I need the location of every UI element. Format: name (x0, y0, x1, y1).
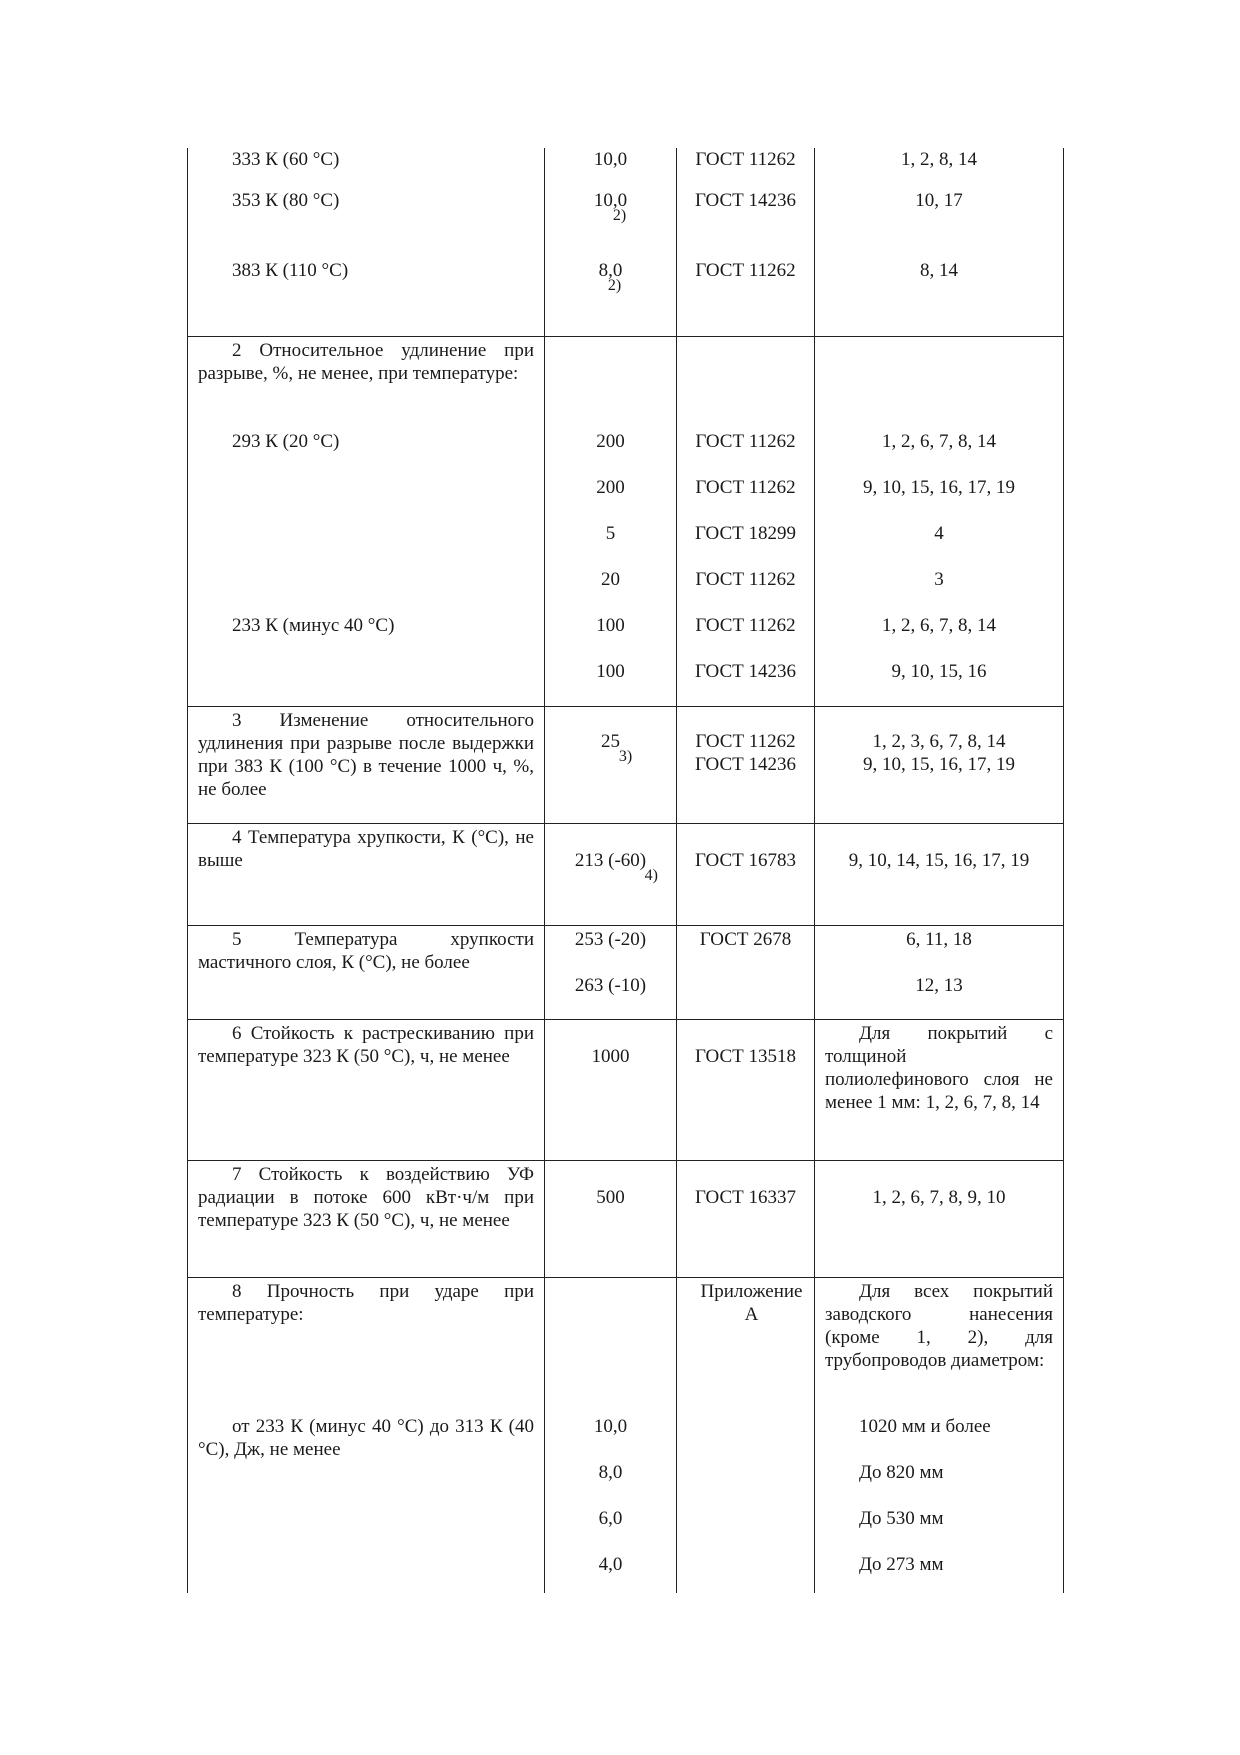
method-cell: ГОСТ 11262 (677, 259, 815, 337)
table-row (188, 522, 1064, 568)
value-line: 263 (-10) (574, 975, 647, 996)
temperature-label: 233 К (минус 40 °С) (232, 615, 395, 636)
value-text: 10,0 (593, 190, 628, 211)
value-cell: 10,0 (545, 1415, 677, 1461)
method-cell: ГОСТ 14236 (677, 189, 815, 259)
table-row (188, 1415, 1064, 1461)
footnote-marker: 2) (612, 207, 627, 224)
footnote-marker: 3) (618, 748, 633, 765)
requirement-title: 5 Температура хрупкости мастичного слоя, К (°С), не более (198, 929, 534, 973)
design-cell: 4 (815, 522, 1064, 568)
method-cell: ГОСТ 11262 (677, 148, 815, 189)
value-cell: 20 (545, 568, 677, 614)
diameter-text: До 273 мм (859, 1554, 944, 1575)
method-cell: ГОСТ 13518 (677, 1020, 815, 1161)
requirement-title: 2 Относительное удлинение при разрыве, %, не менее, при температуре: (198, 340, 534, 384)
table-row (188, 568, 1064, 614)
value-cell: 1000 (545, 1020, 677, 1161)
design-cell (815, 926, 1064, 1020)
design-cell: 3 (815, 568, 1064, 614)
table-row (188, 1020, 1064, 1161)
footnote-marker: 4) (644, 867, 658, 884)
value-cell (545, 926, 677, 1020)
design-cell: 9, 10, 15, 16 (815, 660, 1064, 707)
design-text: Для покрытий с толщиной полиолефинового слоя не менее 1 мм: 1, 2, 6, 7, 8, 14 (825, 1023, 1053, 1113)
design-text: Для всех покрытий заводского нанесения (кроме 1, 2), для трубопроводов диаметром: (825, 1281, 1053, 1371)
design-cell: 8, 14 (815, 259, 1064, 337)
method-cell: ГОСТ 16337 (677, 1161, 815, 1278)
value-cell: 100 (545, 660, 677, 707)
requirement-title: 6 Стойкость к растрескиванию при температуре 323 К (50 °С), ч, не менее (198, 1023, 534, 1067)
method-cell: ГОСТ 11262 (677, 430, 815, 476)
diameter-cell (815, 1553, 1064, 1593)
method-cell (677, 707, 815, 824)
value-text: 213 (-60) (574, 850, 647, 871)
design-cell: 1, 2, 6, 7, 8, 14 (815, 614, 1064, 660)
diameter-cell (815, 1461, 1064, 1507)
temperature-label: 383 К (110 °С) (232, 260, 349, 281)
requirement-subtitle: от 233 К (минус 40 °С) до 313 К (40 °С), Дж, не менее (198, 1416, 534, 1460)
value-cell: 4,0 (545, 1553, 677, 1593)
table-row (188, 926, 1064, 1020)
method-cell: ГОСТ 2678 (677, 926, 815, 1020)
table-row (188, 148, 1064, 189)
design-cell: 1, 2, 6, 7, 8, 14 (815, 430, 1064, 476)
table-row (188, 824, 1064, 926)
method-cell: ГОСТ 11262 (677, 476, 815, 522)
design-line: 9, 10, 15, 16, 17, 19 (863, 754, 1015, 775)
design-line: 12, 13 (915, 975, 963, 996)
table-row (188, 660, 1064, 707)
value-cell (545, 189, 677, 259)
design-cell (815, 707, 1064, 824)
value-cell (545, 824, 677, 926)
table-row (188, 430, 1064, 476)
design-cell (815, 1278, 1064, 1416)
table-row (188, 259, 1064, 337)
value-line: 253 (-20) (574, 929, 647, 950)
method-cell: ГОСТ 16783 (677, 824, 815, 926)
design-cell: 9, 10, 15, 16, 17, 19 (815, 476, 1064, 522)
method-cell: ГОСТ 11262 (677, 568, 815, 614)
value-cell: 200 (545, 476, 677, 522)
table-row (188, 189, 1064, 259)
value-cell (545, 707, 677, 824)
value-cell: 5 (545, 522, 677, 568)
design-cell: 1, 2, 6, 7, 8, 9, 10 (815, 1161, 1064, 1278)
table-row (188, 337, 1064, 431)
diameter-cell (815, 1415, 1064, 1461)
value-cell: 500 (545, 1161, 677, 1278)
diameter-cell (815, 1507, 1064, 1553)
method-line: ГОСТ 11262 (695, 731, 796, 752)
design-cell (815, 1020, 1064, 1161)
design-cell: 1, 2, 8, 14 (815, 148, 1064, 189)
diameter-text: До 820 мм (859, 1462, 944, 1483)
value-cell: 6,0 (545, 1507, 677, 1553)
value-cell (545, 259, 677, 337)
value-cell: 10,0 (545, 148, 677, 189)
table-row (188, 476, 1064, 522)
requirement-title: 8 Прочность при ударе при температуре: (198, 1281, 534, 1325)
method-cell: ГОСТ 11262 (677, 614, 815, 660)
value-text: 8,0 (598, 260, 623, 281)
temperature-label: 293 К (20 °С) (232, 431, 340, 452)
design-line: 6, 11, 18 (906, 929, 972, 950)
requirement-title: 4 Температура хрупкости, К (°С), не выше (198, 827, 534, 871)
method-cell: ГОСТ 18299 (677, 522, 815, 568)
value-cell: 200 (545, 430, 677, 476)
method-line: ГОСТ 14236 (695, 754, 796, 775)
temperature-label: 333 К (60 °С) (232, 149, 340, 170)
method-cell: Приложение А (677, 1278, 815, 1416)
value-cell: 100 (545, 614, 677, 660)
table-row (188, 1278, 1064, 1416)
requirement-title: 7 Стойкость к воздействию УФ радиации в потоке 600 кВт·ч/м при температуре 323 К (50 °С), ч, не менее (198, 1164, 534, 1231)
requirement-title: 3 Изменение относительного удлинения при разрыве после выдержки при 383 К (100 °С) в течение 1000 ч, %, не более (198, 710, 534, 800)
requirements-table (187, 148, 1064, 1593)
design-cell: 10, 17 (815, 189, 1064, 259)
design-line: 1, 2, 3, 6, 7, 8, 14 (872, 731, 1006, 752)
footnote-marker: 2) (607, 277, 622, 294)
table-row (188, 614, 1064, 660)
design-cell: 9, 10, 14, 15, 16, 17, 19 (815, 824, 1064, 926)
table-row (188, 707, 1064, 824)
method-cell: ГОСТ 14236 (677, 660, 815, 707)
value-cell: 8,0 (545, 1461, 677, 1507)
diameter-text: До 530 мм (859, 1508, 944, 1529)
table-row (188, 1161, 1064, 1278)
temperature-label: 353 К (80 °С) (232, 190, 340, 211)
value-text: 25 (601, 731, 620, 752)
diameter-text: 1020 мм и более (859, 1416, 991, 1437)
